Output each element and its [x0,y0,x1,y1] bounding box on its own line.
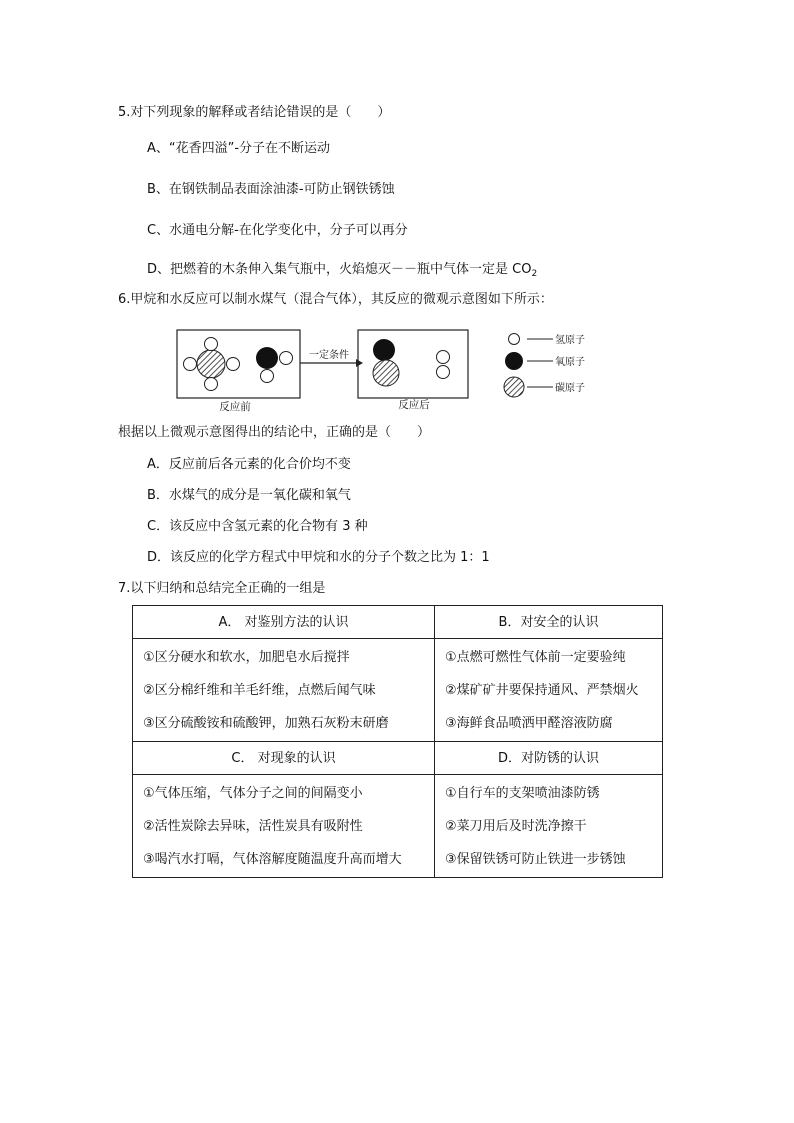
legend [504,333,585,397]
cell-c-header: C． 对现象的认识 [133,742,435,775]
after-box [358,330,468,398]
cell-a-line-3: ③区分硫酸铵和硫酸钾，加熟石灰粉末研磨 [143,716,389,731]
cell-b-line-3: ③海鲜食品喷洒甲醛溶液防腐 [445,716,613,731]
cell-c-line-3: ③喝汽水打嗝，气体溶解度随温度升高而增大 [143,852,402,867]
cell-b-header: B．对安全的认识 [435,606,663,639]
arrow-condition-label: 一定条件 [309,350,349,361]
question-6-option-a: A．反应前后各元素的化合价均不变 [147,457,351,472]
cell-c-line-2: ②活性炭除去异味，活性炭具有吸附性 [143,819,363,834]
cell-b-line-2: ②煤矿矿井要保持通风、严禁烟火 [445,683,639,698]
cell-a-header: A． 对鉴别方法的认识 [133,606,435,639]
legend-oxygen: 氧原子 [555,357,585,368]
cell-c-line-1: ①气体压缩，气体分子之间的间隔变小 [143,786,363,801]
water-molecule [256,347,293,383]
cell-d-line-1: ①自行车的支架喷油漆防锈 [445,786,600,801]
cell-a-line-2: ②区分棉纤维和羊毛纤维，点燃后闻气味 [143,683,376,698]
hydrogen-molecule [437,351,450,379]
methane-molecule [184,338,240,391]
question-5-option-d: D、把燃着的木条伸入集气瓶中，火焰熄灭－－瓶中气体一定是 $CO_2$ [147,262,538,279]
question-6-prompt: 根据以上微观示意图得出的结论中，正确的是（ ） [118,425,431,440]
after-label: 反应后 [398,399,430,411]
cell-d-content [435,775,663,878]
question-6-option-d: D．该反应的化学方程式中甲烷和水的分子个数之比为 1：1 [147,550,490,565]
carbon-monoxide-molecule [373,339,399,386]
question-5-option-a: A、“花香四溢”-分子在不断运动 [147,141,331,156]
cell-c-content [133,775,435,878]
cell-d-line-3: ③保留铁锈可防止铁进一步锈蚀 [445,852,626,867]
question-5-option-c: C、水通电分解-在化学变化中，分子可以再分 [147,223,408,238]
cell-d-line-2: ②菜刀用后及时洗净擦干 [445,819,587,834]
legend-hydrogen: 氢原子 [555,335,585,346]
summary-table [132,605,663,878]
before-label: 反应前 [219,401,251,413]
cell-d-header: D．对防锈的认识 [435,742,663,775]
question-5-option-b: B、在钢铁制品表面涂油漆-可防止钢铁锈蚀 [147,182,395,197]
question-5-stem: 5.对下列现象的解释或者结论错误的是（ ） [118,105,391,120]
question-7-stem: 7.以下归纳和总结完全正确的一组是 [118,581,326,596]
cell-a-content [133,639,435,742]
legend-carbon: 碳原子 [555,383,585,394]
cell-b-content [435,639,663,742]
question-6-option-b: B．水煤气的成分是一氧化碳和氧气 [147,488,351,503]
cell-b-line-1: ①点燃可燃性气体前一定要验纯 [445,650,626,665]
reaction-microscopic-diagram [170,325,600,415]
question-6-option-c: C．该反应中含氢元素的化合物有 3 种 [147,519,368,534]
question-6-stem: 6.甲烷和水反应可以制水煤气（混合气体），其反应的微观示意图如下所示： [118,292,553,307]
cell-a-line-1: ①区分硬水和软水，加肥皂水后搅拌 [143,650,350,665]
